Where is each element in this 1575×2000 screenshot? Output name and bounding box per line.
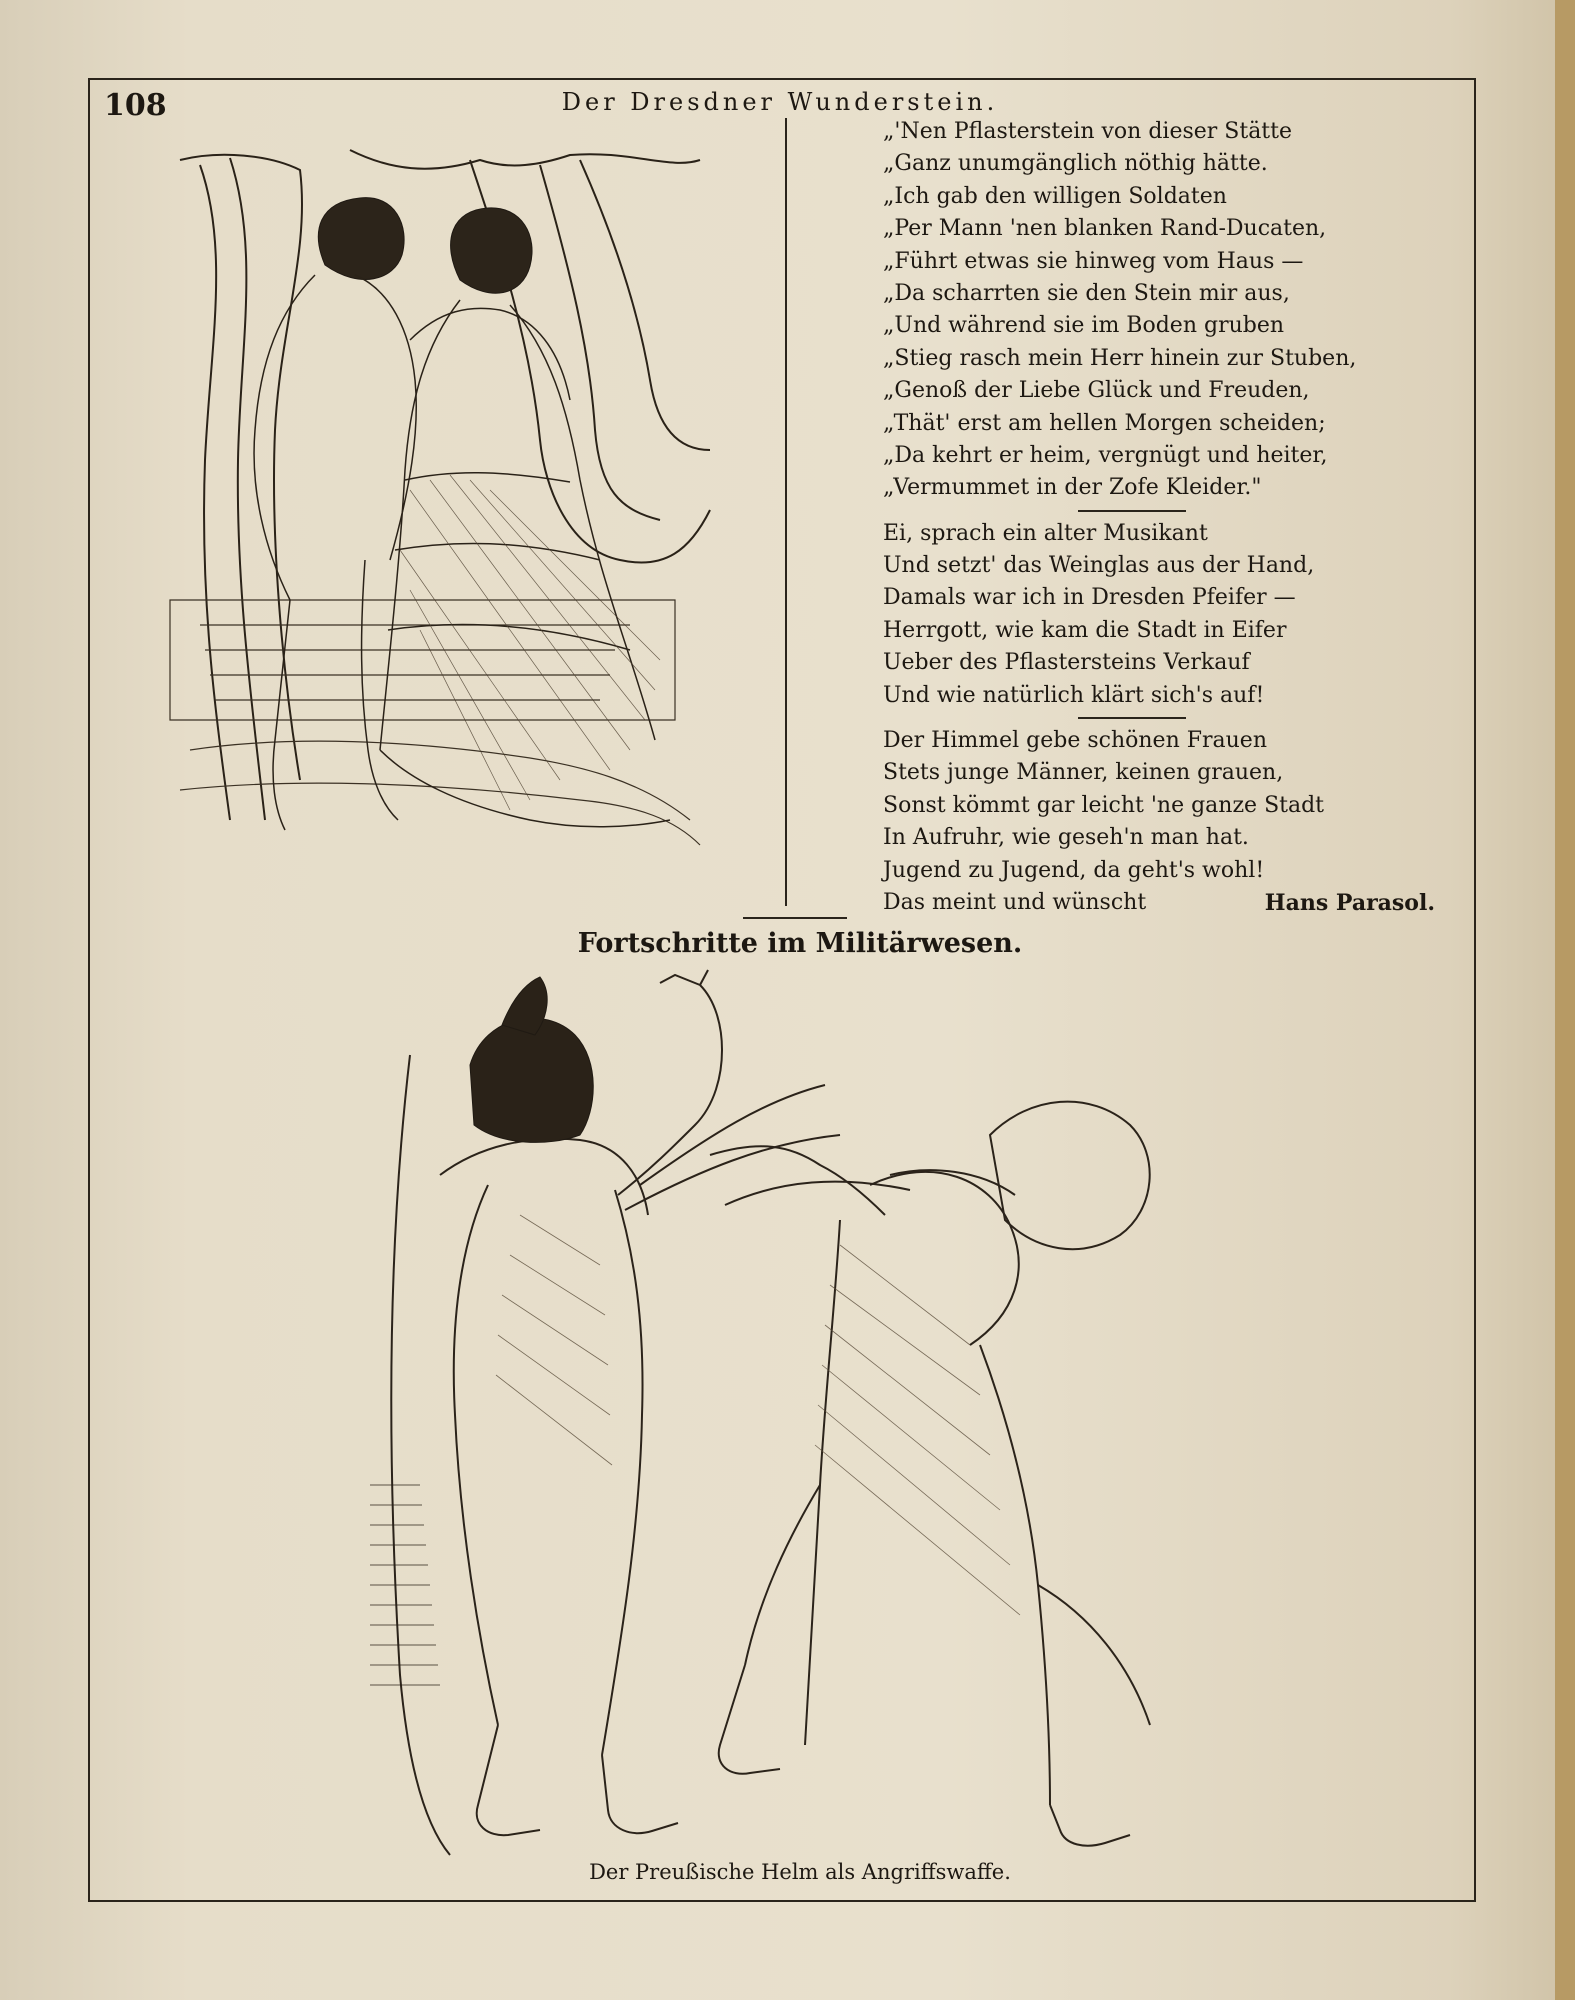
poem-line: „Ich gab den willigen Soldaten [883, 183, 1227, 209]
page-number: 108 [104, 88, 167, 123]
poem-line: Und wie natürlich klärt sich's auf! [883, 682, 1265, 708]
poem-line: Sonst kömmt gar leicht 'ne ganze Stadt [883, 792, 1325, 818]
page-edge [1555, 0, 1575, 2000]
poem-line: Das meint und wünscht [883, 889, 1147, 915]
poem-line: „Führt etwas sie hinweg vom Haus — [883, 248, 1304, 274]
section-heading: Fortschritte im Militärwesen. [577, 928, 1023, 959]
poem-line: „Per Mann 'nen blanken Rand-Ducaten, [883, 216, 1327, 242]
author-signature: Hans Parasol. [1264, 889, 1435, 916]
poem-line: „Thät' erst am hellen Morgen scheiden; [883, 410, 1326, 436]
poem-line: „Genoß der Liebe Glück und Freuden, [883, 378, 1310, 404]
couple-engraving [110, 130, 715, 880]
soldiers-engraving [370, 965, 1300, 1863]
poem-line: Stets junge Männer, keinen grauen, [883, 760, 1284, 786]
poem-line: Ueber des Pflastersteins Verkauf [883, 650, 1250, 676]
running-title: Der Dresdner Wunderstein. [561, 88, 999, 116]
poem-line: Ei, sprach ein alter Musikant [883, 520, 1208, 546]
column-divider [785, 118, 787, 906]
poem-column [883, 116, 1443, 919]
poem-line: Herrgott, wie kam die Stadt in Eifer [883, 617, 1287, 643]
poem-line: Und setzt' das Weinglas aus der Hand, [883, 553, 1315, 579]
poem-line: Jugend zu Jugend, da geht's wohl! [883, 857, 1265, 883]
poem-line: „Da scharrten sie den Stein mir aus, [883, 280, 1290, 306]
poem-line: In Aufruhr, wie geseh'n man hat. [883, 825, 1249, 851]
poem-line: Der Himmel gebe schönen Frauen [883, 728, 1267, 754]
poem-line: „Vermummet in der Zofe Kleider." [883, 475, 1262, 501]
poem-line: „Und während sie im Boden gruben [883, 313, 1285, 339]
poem-signature-line [883, 887, 1443, 919]
illustration-caption: Der Preußische Helm als Angriffswaffe. [589, 1860, 1011, 1884]
poem-line: „Stieg rasch mein Herr hinein zur Stuben, [883, 345, 1357, 371]
section-rule [743, 917, 847, 919]
poem-line: „Da kehrt er heim, vergnügt und heiter, [883, 442, 1328, 468]
stanza-divider [1078, 717, 1186, 719]
poem-line: Damals war ich in Dresden Pfeifer — [883, 585, 1296, 611]
stanza-divider [1078, 510, 1186, 512]
poem-line: „Ganz unumgänglich nöthig hätte. [883, 151, 1268, 177]
poem-line: „'Nen Pflasterstein von dieser Stätte [883, 119, 1293, 144]
